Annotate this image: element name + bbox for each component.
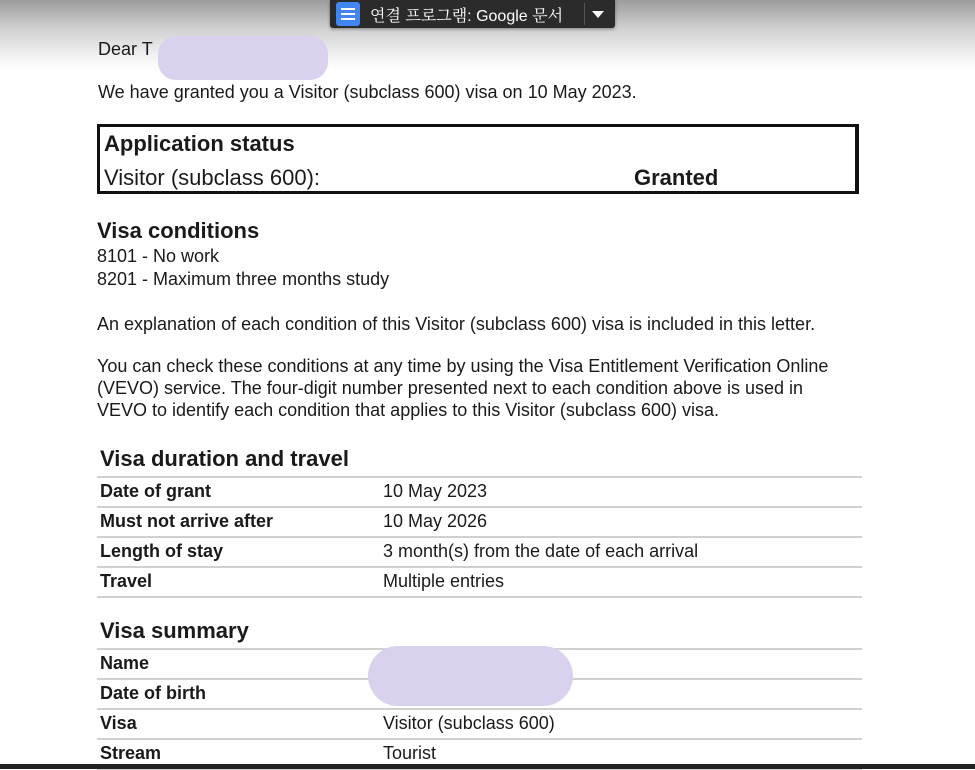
visa-duration-table xyxy=(97,476,862,598)
application-status-box xyxy=(97,124,859,194)
row-value: 10 May 2026 xyxy=(383,511,488,531)
caret-down-icon[interactable] xyxy=(592,11,604,18)
greeting-prefix: Dear T xyxy=(98,39,153,59)
visa-duration-heading: Visa duration and travel xyxy=(100,446,350,471)
table-row xyxy=(97,476,862,508)
divider xyxy=(584,3,585,25)
row-value: Visitor (subclass 600) xyxy=(383,713,555,733)
row-key: Stream xyxy=(100,743,162,763)
row-key: Must not arrive after xyxy=(100,511,274,531)
row-key: Visa xyxy=(100,713,137,733)
vevo-paragraph-line: (VEVO) service. The four-digit number presented next to each condition above is used in xyxy=(97,378,804,398)
open-with-google-docs-button[interactable] xyxy=(330,0,615,28)
grant-sentence: We have granted you a Visitor (subclass 600) visa on 10 May 2023. xyxy=(98,82,637,102)
visa-conditions-heading: Visa conditions xyxy=(97,218,260,243)
row-value: 10 May 2023 xyxy=(383,481,488,501)
vevo-paragraph-line: VEVO to identify each condition that applies to this Visitor (subclass 600) visa. xyxy=(97,400,719,420)
visa-summary-heading: Visa summary xyxy=(100,618,249,643)
open-with-label: 연결 프로그램: Google 문서 xyxy=(370,7,564,25)
viewer-bottom-edge xyxy=(0,764,975,769)
table-row xyxy=(97,710,862,740)
table-row xyxy=(97,568,862,598)
application-status-label: Visitor (subclass 600): xyxy=(104,165,321,190)
application-status-title: Application status xyxy=(104,131,295,156)
condition-item: 8101 - No work xyxy=(97,246,220,266)
vevo-paragraph-line: You can check these conditions at any time by using the Visa Entitlement Verification Online xyxy=(97,356,829,376)
row-value: 3 month(s) from the date of each arrival xyxy=(383,541,699,561)
table-row xyxy=(97,508,862,538)
table-row xyxy=(97,538,862,568)
google-docs-icon xyxy=(336,2,360,26)
row-key: Length of stay xyxy=(100,541,224,561)
row-key: Date of grant xyxy=(100,481,212,501)
application-status-value: Granted xyxy=(634,165,719,190)
conditions-explanation: An explanation of each condition of this Visitor (subclass 600) visa is included in this letter. xyxy=(97,314,816,334)
condition-item: 8201 - Maximum three months study xyxy=(97,269,390,289)
row-value: Tourist xyxy=(383,743,437,763)
row-value: Multiple entries xyxy=(383,571,505,591)
redaction-mark xyxy=(368,646,573,706)
row-key: Travel xyxy=(100,571,153,591)
row-key: Name xyxy=(100,653,150,673)
row-key: Date of birth xyxy=(100,683,206,703)
redaction-mark xyxy=(158,36,328,80)
